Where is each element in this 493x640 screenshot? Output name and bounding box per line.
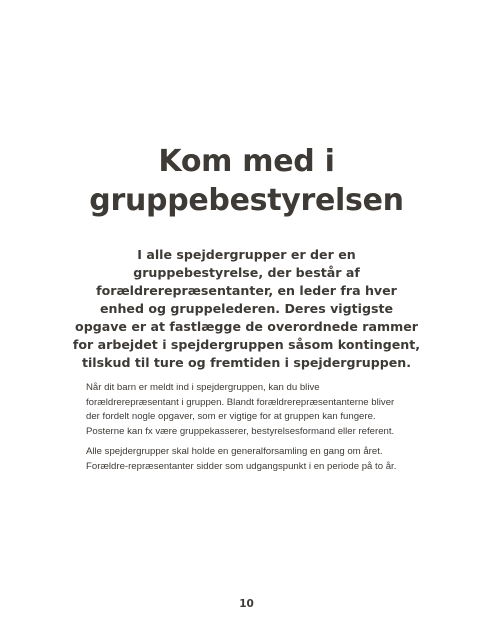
page-number: 10: [239, 598, 254, 610]
page-title-line-2: gruppebestyrelsen: [89, 183, 404, 218]
page-title: [40, 142, 453, 220]
page-title-line-1: Kom med i: [158, 144, 335, 179]
lead-paragraph: I alle spejdergrupper er der en gruppebestyrelse, der består af forældrerepræsentanter, en leder fra hver enhed og gruppelederen. Deres vigtigste opgave er at fastlægge de overordnede rammer for arbejdet i spejdergruppen såsom kontingent, tilskud til ture og fremtiden i spejdergruppen.: [72, 247, 421, 370]
body-paragraph-parent-representative: Når dit barn er meldt ind i spejdergruppen, kan du blive forældrerepræsentant i gruppen. Blandt forældrerepræsentanterne bliver der fordelt nogle opgaver, som er vigtige for at gruppen kan fungere. Posterne kan fx være gruppekasserer, bestyrelsesformand eller referent.: [86, 382, 395, 437]
body-paragraph-general-assembly: Alle spejdergrupper skal holde en generalforsamling en gang om året. Forældre-repræsentanter sidder som udgangspunkt i en periode på to år.: [86, 446, 397, 472]
